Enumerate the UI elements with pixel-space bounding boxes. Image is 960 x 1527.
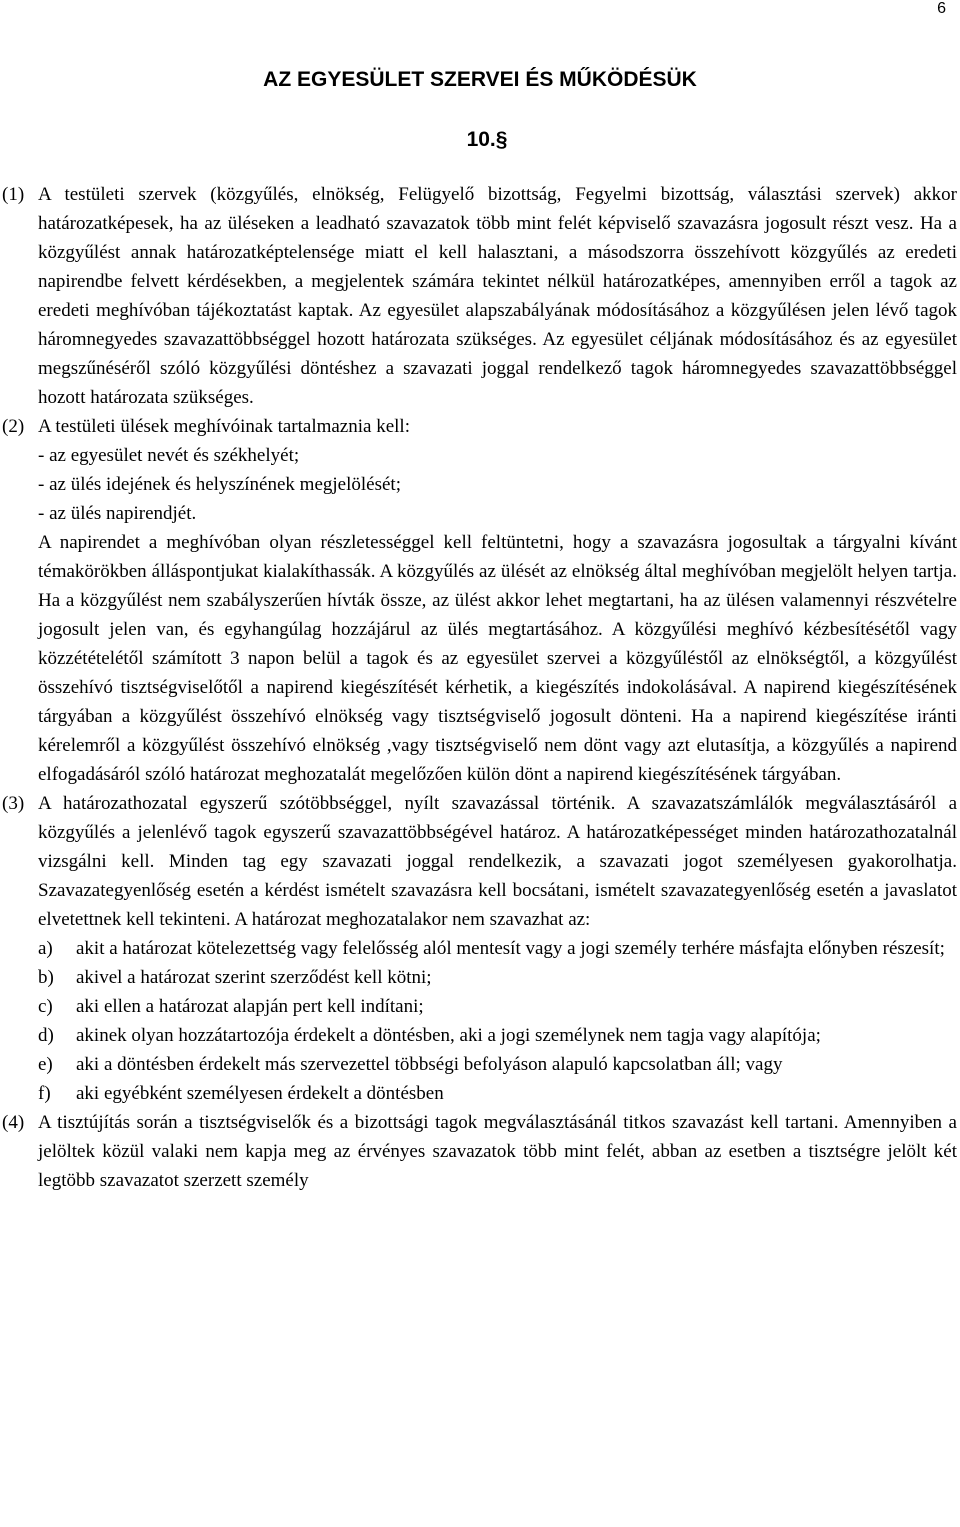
list-text: aki egyébként személyesen érdekelt a döntésben xyxy=(76,1083,444,1104)
section-number: 10.§ xyxy=(466,128,508,151)
paragraph-2 xyxy=(2,412,957,789)
paragraph-4 xyxy=(2,1108,957,1195)
paragraph-body xyxy=(38,789,957,934)
paragraph-text: A napirendet a meghívóban olyan részletességgel kell feltüntetni, hogy a szavazásra jogosultak a tárgyalni kívánt témakörökben álláspontjukat kialakíthassák. A közgyűlés az ülését az elnökség által meghívóban megjelölt helyen tartja. Ha a közgyűlést nem szabályszerűen hívták össze, az ülést akkor lehet megtartani, ha az ülésen valamennyi részvételre jogosult jelen van, és egyhangúlag hozzájárul az ülés megtartásához. A közgyűlési meghívó kézbesítésétől vagy közzétételétől számított 3 napon belül a tagok és az egyesület szervei a közgyűléstől az elnökségtől, a közgyűlést összehívó tisztségviselőtől a napirend kiegészítését kérhetik, a kiegészítés indokolásával. A napirend kiegészítésének tárgyában a közgyűlést összehívó elnökség vagy tisztségviselő jogosult dönteni. Ha a napirend kiegészítése iránti kérelemről a közgyűlést összehívó elnökség ,vagy tisztségviselő nem dönt vagy azt elutasítja, a közgyűlés a napirend elfogadásáról szóló határozat meghozatalát megelőzően külön dönt a napirend kiegészítésének tárgyában. xyxy=(38,532,957,785)
list-text: aki ellen a határozat alapján pert kell indítani; xyxy=(76,996,424,1017)
list-marker: e) xyxy=(38,1054,53,1075)
paragraph-number: (3) xyxy=(2,793,25,814)
list-marker: c) xyxy=(38,996,53,1017)
list-item xyxy=(2,992,957,1021)
list-marker: f) xyxy=(38,1083,51,1104)
paragraph-number: (4) xyxy=(2,1112,25,1133)
list-marker: b) xyxy=(38,967,54,988)
paragraph-3 xyxy=(2,789,957,934)
paragraph-body xyxy=(38,412,957,789)
list-text: akit a határozat kötelezettség vagy felelősség alól mentesít vagy a jogi személy terhére másfajta előnyben részesít; xyxy=(76,938,945,959)
list-item xyxy=(2,963,957,992)
page-number: 6 xyxy=(937,0,946,17)
paragraph-intro: A testületi ülések meghívóinak tartalmaznia kell: xyxy=(38,416,410,437)
paragraph-text: Az egyesület alapszabályának módosításához a közgyűlésen jelen lévő tagok háromnegyedes szavazattöbbséggel hozott határozata szükséges. Az egyesület céljának módosításához és az egyesület megszűnéséről szóló közgyűlési döntéshez a szavazati joggal rendelkező tagok háromnegyedes szavazattöbbséggel hozott határozata szükséges. xyxy=(38,300,957,408)
list-item: - az ülés idejének és helyszínének megjelölését; xyxy=(38,474,401,495)
list-text: aki a döntésben érdekelt más szervezettel többségi befolyáson alapuló kapcsolatban áll; vagy xyxy=(76,1054,783,1075)
list-text: akivel a határozat szerint szerződést kell kötni; xyxy=(76,967,432,988)
paragraph-1 xyxy=(2,180,957,412)
list-item: - az ülés napirendjét. xyxy=(38,503,197,524)
paragraph-number: (2) xyxy=(2,416,25,437)
list-marker: d) xyxy=(38,1025,54,1046)
list-item xyxy=(2,1079,957,1108)
paragraph-body xyxy=(38,1108,957,1195)
list-item xyxy=(2,934,957,963)
paragraph-body xyxy=(38,180,957,412)
document-body xyxy=(2,180,957,1195)
paragraph-number: (1) xyxy=(2,184,25,205)
list-marker: a) xyxy=(38,938,53,959)
paragraph-text: A határozathozatal egyszerű szótöbbséggel, nyílt szavazással történik. A szavazatszámlálók megválasztásáról a közgyűlés a jelenlévő tagok egyszerű szavazattöbbségével határoz. A határozatképességet minden határozathozatalnál vizsgálni kell. Minden tag egy szavazati joggal rendelkezik, a szavazati jogot személyesen gyakorolhatja. Szavazategyenlőség esetén a kérdést ismételt szavazásra kell bocsátani, ismételt szavazategyenlőség esetén a javaslatot elvetettnek kell tekinteni. A határozat meghozatalakor nem szavazhat az: xyxy=(38,793,957,930)
chapter-heading: AZ EGYESÜLET SZERVEI ÉS MŰKÖDÉSÜK xyxy=(263,68,697,91)
list-item xyxy=(2,1050,957,1079)
list-item: - az egyesület nevét és székhelyét; xyxy=(38,445,300,466)
list-item xyxy=(2,1021,957,1050)
paragraph-text: A tisztújítás során a tisztségviselők és a bizottsági tagok megválasztásánál titkos szavazást kell tartani. Amennyiben a jelöltek közül valaki nem kapja meg az érvényes szavazatok több mint felét, abban az esetben a tisztségre jelölt két legtöbb szavazatot szerzett személy xyxy=(38,1112,957,1191)
paragraph-text: A testületi szervek (közgyűlés, elnökség, Felügyelő bizottság, Fegyelmi bizottság, választási szervek) akkor határozatképesek, ha az üléseken a leadható szavazatok több mint felét képviselő szavazásra jogosult részt vesz. Ha a közgyűlést annak határozatképtelensége miatt el kell halasztani, a másodszorra összehívott közgyűlés az eredeti napirendbe felvett kérdésekben, a megjelentek számára tekintet nélkül határozatképes, amennyiben erről a tagok az eredeti meghívóban tájékoztatást kaptak. xyxy=(38,184,957,321)
list-text: akinek olyan hozzátartozója érdekelt a döntésben, aki a jogi személynek nem tagja vagy alapítója; xyxy=(76,1025,821,1046)
